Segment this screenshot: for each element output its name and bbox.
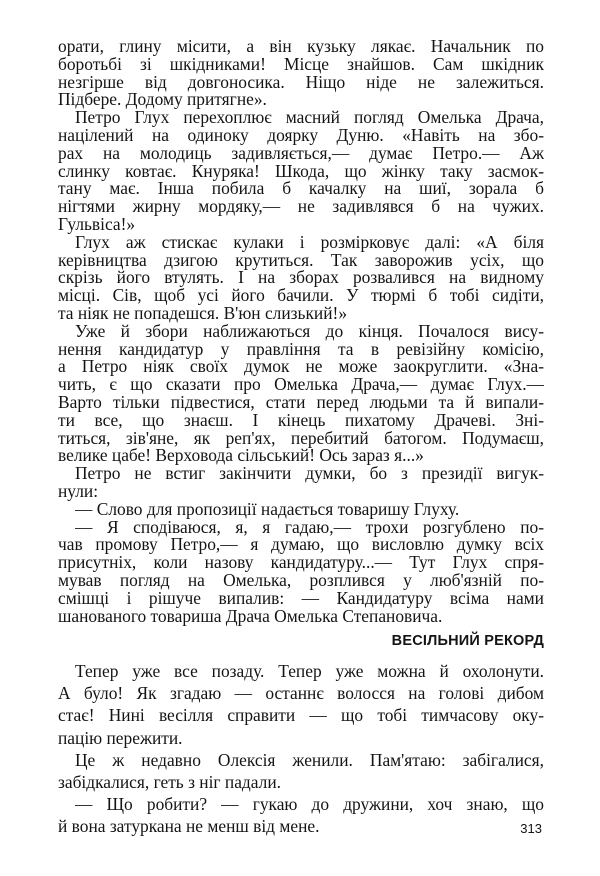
text-line: боротьбі зі шкідниками! Місце знайшов. Сам шкідник [58,53,544,74]
text-line: Підбере. Додому притягне». [58,89,267,110]
text-line: шанованого товариша Драча Омелька Степановича. [58,605,443,626]
text-line: слинку ковтає. Кнуряка! Шкода, що жінку таку засмок- [58,160,544,181]
text-line: місці. Сів, щоб усі його бачили. У тюрмі б тобі сидіти, [58,285,544,306]
text-line: Глух аж стискає кулаки і розмірковує далі: «А біля [75,231,544,252]
text-line: чить, є що сказати про Омелька Драча,— думає Глух.— [58,374,544,395]
text-line: тану має. Інша побила б качалку на шиї, зорала б [58,178,544,199]
text-line: велике цабе! Верховода сільський! Ось зараз я...» [58,445,424,466]
text-line: ти все, що знаєш. І кінець пихатому Драчеві. Зні- [58,409,544,430]
text-line: смішці і рішуче випалив: — Кандидатуру всіма нами [58,587,544,608]
text-line: нігтями жирну мордяку,— не задивлявся б на чужих. [58,196,544,217]
text-line: присутніх, коли назову кандидатуру...— Тут Глух спря- [58,552,544,573]
text-line: забідкалися, геть з ніг падали. [58,772,281,792]
text-line: націлений на одиноку доярку Дуню. «Навіть на збо- [58,125,544,145]
section-heading: ВЕСІЛЬНИЙ РЕКОРД [391,633,544,649]
text-line: чав промову Петро,— я думаю, що висловлю думку всіх [58,534,544,555]
text-line: Уже й збори наближаються до кінця. Почалося вису- [75,320,544,341]
text-line: нули: [58,481,99,501]
text-line: нення кандидатур у правління та в ревізійну комісію, [58,338,544,359]
text-line: титься, зів'яне, як реп'ях, перебитий батогом. Подумаєш, [58,427,544,448]
text-line: Петро не встиг закінчити думки, бо з президії вигук- [75,463,544,484]
text-line: — Що робити? — гукаю до дружини, хоч знаю, що [75,794,544,815]
text-line: незгірше від довгоносика. Ніщо ніде не залежиться. [58,71,544,92]
text-line: Петро Глух перехоплює масний погляд Омелька Драча, [75,107,544,128]
text-line: А було! Як згадаю — останнє волосся на голові дибом [58,683,544,704]
text-line: Гульвіса!» [58,214,136,234]
text-line: стає! Нині весілля справити — що тобі тимчасову оку- [58,705,544,726]
text-line: Тепер уже все позаду. Тепер уже можна й охолонути. [75,661,544,681]
text-line: й вона затуркана не менш від мене. [58,816,320,837]
text-line: Варто тільки підвестися, стати перед людьми та й випали- [58,392,544,412]
page-number: 313 [520,821,542,836]
text-line: рах на молодиць задивляється,— думає Петро.— Аж [58,142,544,163]
text-line: Це ж недавно Олексія женили. Пам'ятаю: забігалися, [75,749,544,770]
text-line: — Слово для пропозиції надається товаришу Глуху. [75,498,460,519]
text-line: та ніяк не попадешся. В'юн слизький!» [58,303,348,323]
text-line: керівництва дзигою крутиться. Так заворожив усіх, що [58,249,544,270]
text-line: орати, глину місити, а він кузьку лякає. Начальник по [58,36,544,56]
text-line: скрізь його втулять. І на зборах розвалився на видному [58,267,544,288]
text-line: пацію пережити. [58,727,183,748]
text-line: мував погляд на Омелька, розплився у люб'язній по- [58,570,544,590]
text-line: а Петро ніяк своїх думок не може заокруглити. «Зна- [58,356,544,377]
text-line: — Я сподіваюся, я, я гадаю,— трохи розгублено по- [75,516,544,537]
